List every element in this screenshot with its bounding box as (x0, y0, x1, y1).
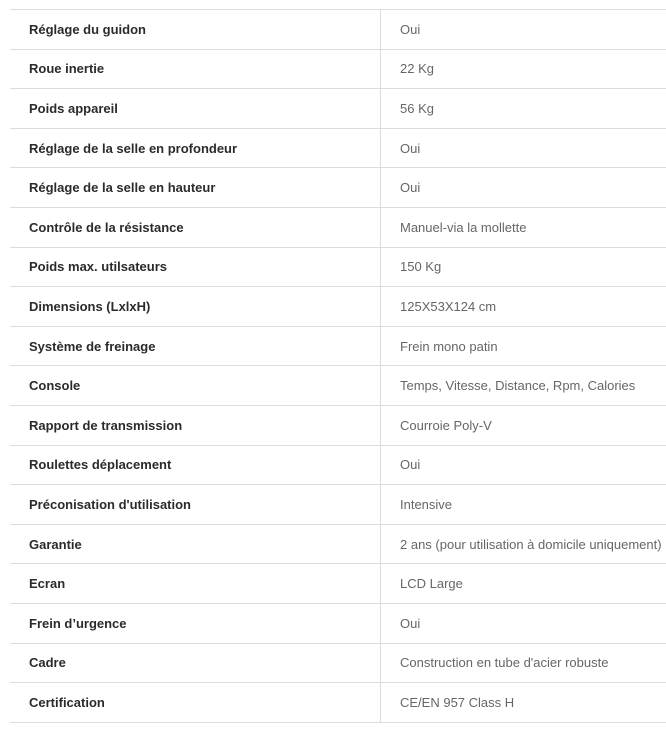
spec-value: Intensive (381, 485, 666, 525)
spec-label: Réglage du guidon (10, 10, 381, 50)
spec-value: Oui (381, 128, 666, 168)
spec-value: Oui (381, 168, 666, 208)
spec-row (10, 485, 666, 525)
spec-row (10, 247, 666, 287)
spec-label: Réglage de la selle en profondeur (10, 128, 381, 168)
spec-label: Frein d’urgence (10, 603, 381, 643)
spec-row (10, 326, 666, 366)
spec-row (10, 207, 666, 247)
spec-row (10, 524, 666, 564)
spec-row (10, 603, 666, 643)
spec-row (10, 564, 666, 604)
specifications-table (10, 9, 666, 723)
spec-value: Temps, Vitesse, Distance, Rpm, Calories (381, 366, 666, 406)
spec-label: Préconisation d'utilisation (10, 485, 381, 525)
spec-label: Garantie (10, 524, 381, 564)
spec-row (10, 128, 666, 168)
spec-row (10, 683, 666, 723)
specifications-body (10, 10, 666, 723)
spec-label: Roulettes déplacement (10, 445, 381, 485)
spec-row (10, 366, 666, 406)
spec-label: Certification (10, 683, 381, 723)
spec-label: Console (10, 366, 381, 406)
spec-value: Oui (381, 10, 666, 50)
spec-label: Système de freinage (10, 326, 381, 366)
spec-value: CE/EN 957 Class H (381, 683, 666, 723)
spec-value: Construction en tube d'acier robuste (381, 643, 666, 683)
spec-value: Frein mono patin (381, 326, 666, 366)
spec-label: Contrôle de la résistance (10, 207, 381, 247)
spec-value: Manuel-via la mollette (381, 207, 666, 247)
spec-value: Oui (381, 603, 666, 643)
spec-label: Réglage de la selle en hauteur (10, 168, 381, 208)
spec-label: Poids max. utilsateurs (10, 247, 381, 287)
spec-row (10, 643, 666, 683)
spec-row (10, 89, 666, 129)
spec-label: Ecran (10, 564, 381, 604)
spec-value: 150 Kg (381, 247, 666, 287)
spec-row (10, 445, 666, 485)
spec-value: Oui (381, 445, 666, 485)
spec-label: Poids appareil (10, 89, 381, 129)
spec-label: Roue inertie (10, 49, 381, 89)
spec-label: Dimensions (LxlxH) (10, 287, 381, 327)
spec-value: 56 Kg (381, 89, 666, 129)
spec-row (10, 49, 666, 89)
spec-value: 125X53X124 cm (381, 287, 666, 327)
spec-label: Rapport de transmission (10, 405, 381, 445)
spec-row (10, 287, 666, 327)
spec-value: LCD Large (381, 564, 666, 604)
spec-row (10, 405, 666, 445)
spec-row (10, 10, 666, 50)
spec-value: 22 Kg (381, 49, 666, 89)
spec-value: Courroie Poly-V (381, 405, 666, 445)
spec-value: 2 ans (pour utilisation à domicile uniquement) (381, 524, 666, 564)
spec-row (10, 168, 666, 208)
spec-label: Cadre (10, 643, 381, 683)
